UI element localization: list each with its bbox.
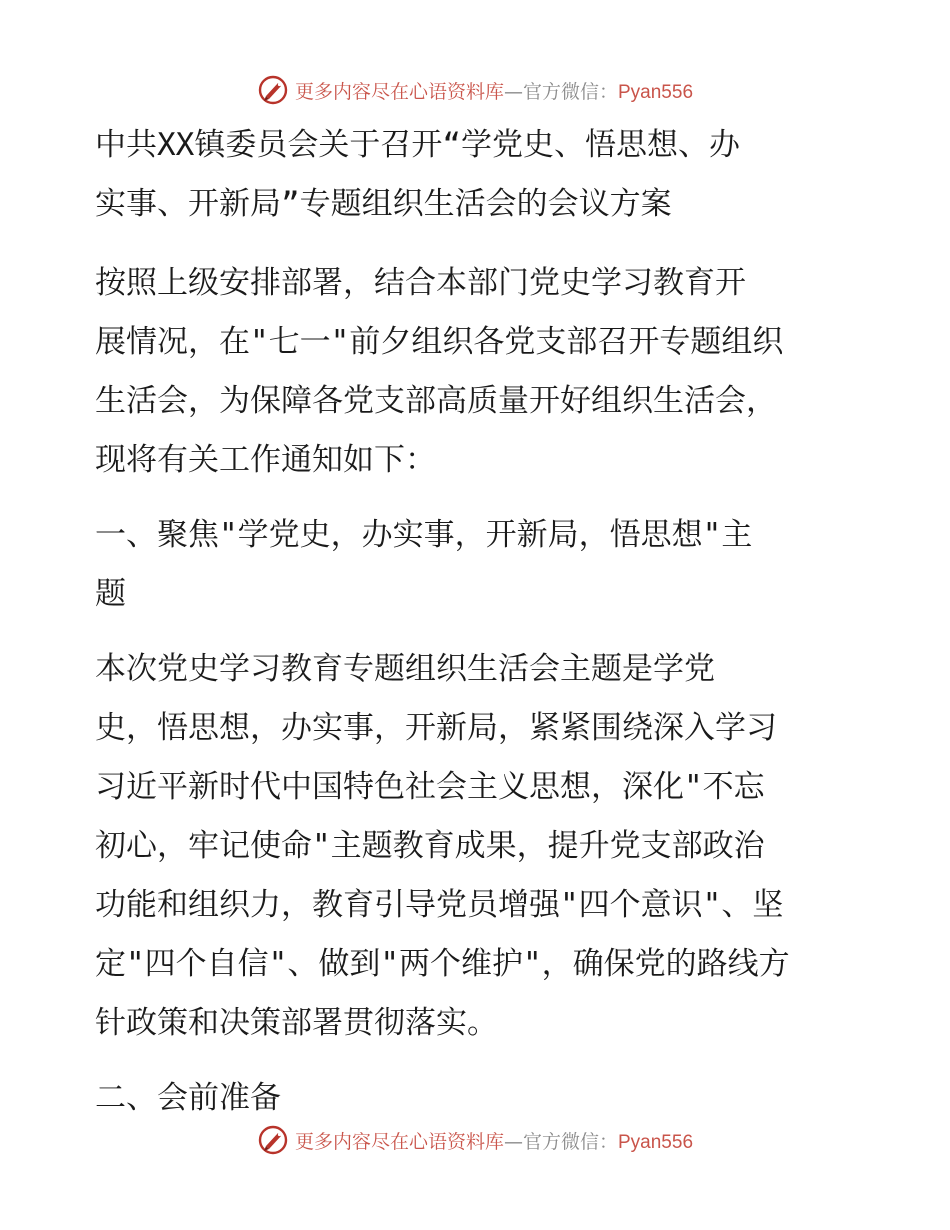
heading-line: 题	[95, 576, 126, 612]
watermark-red-text: 更多内容尽在心语资料库	[294, 80, 504, 103]
text-line: 定"四个自信"、做到"两个维护"，确保党的路线方	[95, 946, 790, 982]
section-1-paragraph	[95, 640, 855, 1053]
text-line: 针政策和决策部署贯彻落实。	[95, 1005, 498, 1041]
quill-pen-seal-icon	[257, 1124, 289, 1156]
title-line: 实事、开新局”专题组织生活会的会议方案	[95, 186, 672, 222]
text-line: 本次党史学习教育专题组织生活会主题是学党	[95, 651, 715, 687]
heading-line: 二、会前准备	[95, 1080, 281, 1116]
watermark-id-text: Pyan556	[618, 81, 694, 103]
text-line: 功能和组织力，教育引导党员增强"四个意识"、坚	[95, 887, 784, 923]
text-line: 现将有关工作通知如下：	[95, 442, 436, 478]
watermark-red-text: 更多内容尽在心语资料库	[294, 1130, 504, 1153]
watermark-text	[295, 77, 693, 104]
heading-line: 一、聚焦"学党史，办实事，开新局，悟思想"主	[95, 517, 753, 553]
text-line: 按照上级安排部署，结合本部门党史学习教育开	[95, 265, 746, 301]
text-line: 史，悟思想，办实事，开新局，紧紧围绕深入学习	[95, 710, 777, 746]
quill-pen-seal-icon	[257, 74, 289, 106]
text-line: 初心，牢记使命"主题教育成果，提升党支部政治	[95, 828, 765, 864]
text-line: 习近平新时代中国特色社会主义思想，深化"不忘	[95, 769, 765, 805]
watermark-text	[295, 1127, 693, 1154]
intro-paragraph	[95, 254, 855, 490]
text-line: 生活会，为保障各党支部高质量开好组织生活会，	[95, 383, 777, 419]
watermark-gray-text: —官方微信：	[503, 80, 618, 103]
watermark-id-text: Pyan556	[618, 1131, 694, 1153]
watermark-banner-bottom	[0, 1120, 950, 1160]
section-1-heading	[95, 506, 855, 624]
document-title	[95, 116, 855, 234]
text-line: 展情况，在"七一"前夕组织各党支部召开专题组织	[95, 324, 784, 360]
document-body	[95, 116, 855, 1144]
watermark-gray-text: —官方微信：	[503, 1130, 618, 1153]
watermark-banner-top	[0, 70, 950, 110]
title-line: 中共XX镇委员会关于召开“学党史、悟思想、办	[95, 127, 740, 163]
